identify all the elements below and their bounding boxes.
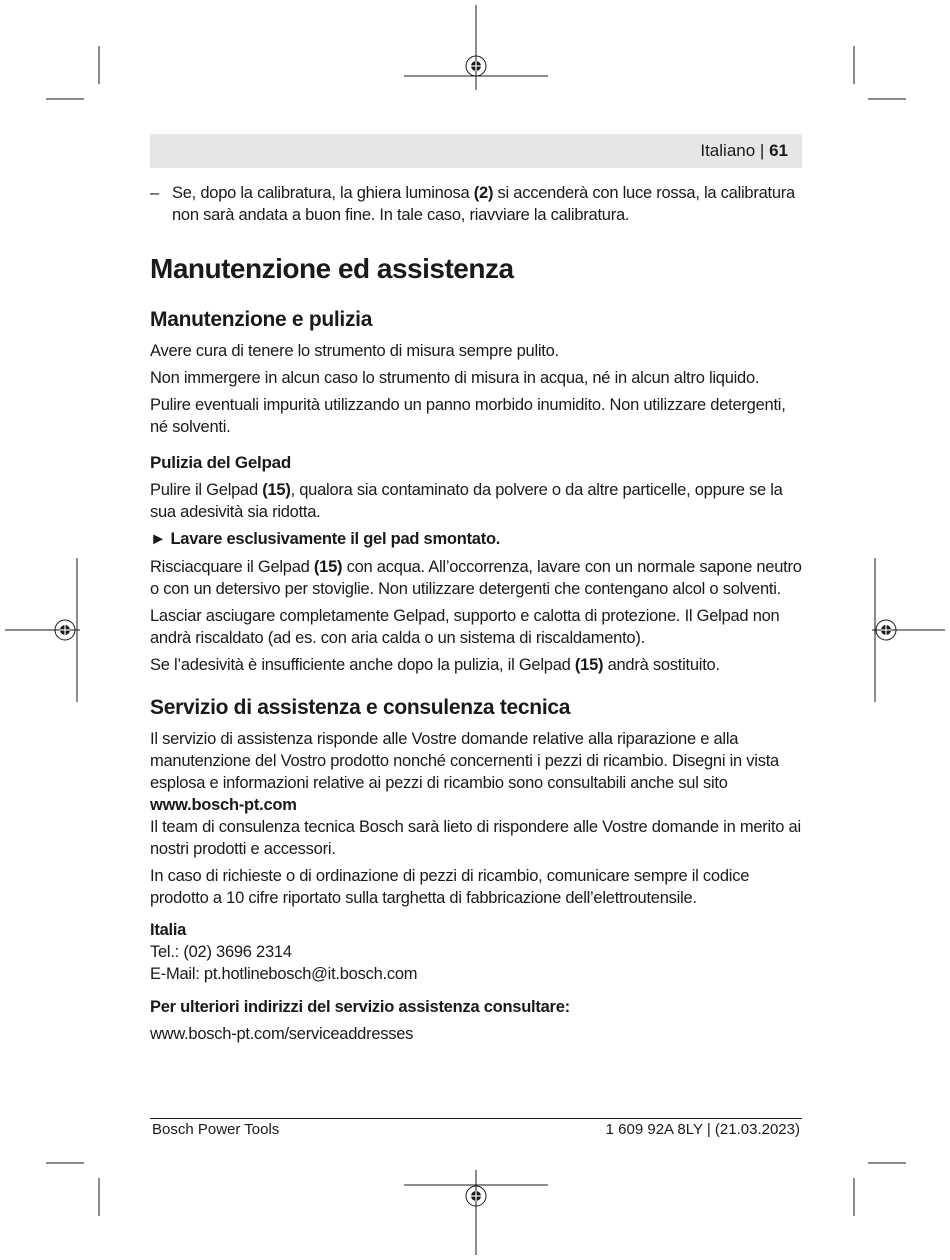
footer-divider — [150, 1118, 802, 1119]
section-title: Manutenzione ed assistenza — [150, 253, 514, 284]
contact-block — [150, 919, 802, 985]
contact-email[interactable]: E-Mail: pt.hotlinebosch@it.bosch.com — [150, 965, 418, 983]
service-p3: In caso di richieste o di ordinazione di pezzi di ricambio, comunicare sempre il codice prodotto a 10 cifre riportato sulla targhetta di fabbricazione dell’elettroutensile. — [150, 867, 750, 907]
ref-number: (2) — [473, 184, 494, 202]
page-number: 61 — [769, 141, 788, 160]
triangle-right-icon: ► — [150, 530, 167, 548]
service-p1: Il servizio di assistenza risponde alle Vostre domande relative alla riparazione e alla manutenzione del Vostro prodotto nonché concernenti i pezzi di ricambio. Disegni in vista esplosa e informazioni relative ai pezzi di ricambio sono consultabili anche sul sito www.bosch-pt.com Il team di consulenza tecnica Bosch sarà lieto di rispondere alle Vostre domande in merito ai nostri prodotti e accessori. — [150, 730, 801, 858]
service-title: Servizio di assistenza e consulenza tecnica — [150, 696, 571, 719]
maintenance-title: Manutenzione e pulizia — [150, 308, 373, 331]
page-header — [150, 134, 802, 168]
calibration-note: – Se, dopo la calibratura, la ghiera luminosa (2) si accenderà con luce rossa, la calibratura non sarà andata a buon fine. In tale caso, riavviare la calibratura. — [150, 184, 795, 224]
footer-brand: Bosch Power Tools — [152, 1121, 280, 1138]
page-content — [150, 182, 802, 1050]
maintenance-p2: Non immergere in alcun caso lo strumento di misura in acqua, né in alcun altro liquido. — [150, 369, 760, 387]
header-separator: | — [759, 141, 765, 160]
maintenance-p1: Avere cura di tenere lo strumento di misura sempre pulito. — [150, 342, 559, 360]
gelpad-p2: Risciacquare il Gelpad (15) con acqua. All’occorrenza, lavare con un normale sapone neutro o con un detersivo per stoviglie. Non utilizzare detergenti che contengano alcol o solventi. — [150, 558, 802, 598]
header-language: Italiano — [700, 141, 756, 160]
gelpad-p3: Lasciar asciugare completamente Gelpad, supporto e calotta di protezione. Il Gelpad non andrà riscaldato (ad es. con aria calda o un sistema di riscaldamento). — [150, 607, 780, 647]
ref-number: (15) — [262, 481, 291, 499]
ref-number: (15) — [313, 558, 343, 576]
header-label — [700, 141, 788, 161]
gelpad-p1: Pulire il Gelpad (15), qualora sia contaminato da polvere o da altre particelle, oppure se la sua adesività sia ridotta. — [150, 481, 783, 521]
list-dash: – — [150, 184, 159, 202]
gelpad-title: Pulizia del Gelpad — [150, 453, 291, 472]
service-url[interactable]: www.bosch-pt.com — [150, 796, 297, 814]
maintenance-p3: Pulire eventuali impurità utilizzando un panno morbido inumidito. Non utilizzare detergenti, né solventi. — [150, 396, 786, 436]
footer-doc-code: 1 609 92A 8LY | (21.03.2023) — [605, 1121, 800, 1138]
more-addresses-title: Per ulteriori indirizzi del servizio assistenza consultare: — [150, 998, 570, 1016]
gelpad-p4: Se l’adesività è insufficiente anche dopo la pulizia, il Gelpad (15) andrà sostituito. — [150, 656, 720, 674]
warning-note: ► Lavare esclusivamente il gel pad smontato. — [150, 530, 501, 548]
service-addresses-url[interactable]: www.bosch-pt.com/serviceaddresses — [150, 1025, 414, 1043]
contact-tel[interactable]: Tel.: (02) 3696 2314 — [150, 943, 292, 961]
ref-number: (15) — [574, 656, 604, 674]
contact-country: Italia — [150, 921, 187, 939]
